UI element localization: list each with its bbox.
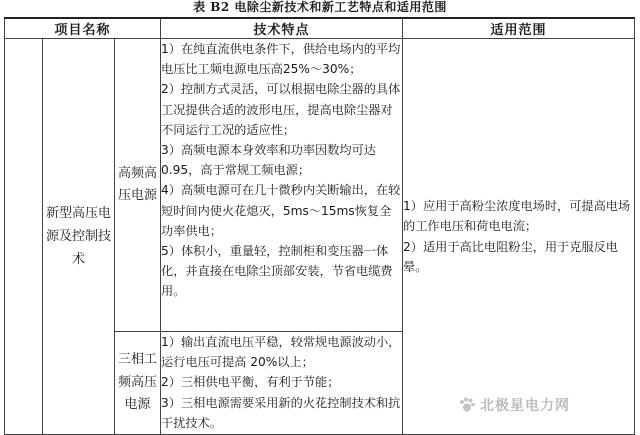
project-name-cell: [43, 39, 115, 435]
features-cell: [161, 332, 403, 435]
table-title: 表 B2 电除尘新技术和新工艺特点和适用范围: [193, 0, 447, 14]
blank-cell: [5, 39, 43, 435]
table-row: [5, 39, 635, 332]
header-row: [5, 18, 635, 39]
header-project: 项目名称: [5, 18, 161, 39]
paw-logo-icon: [458, 396, 476, 414]
sub-name-cell: [115, 39, 161, 332]
feature-item: 3）高频电源本身效率和功率因数均可达0.95，高于常规工频电源；: [161, 143, 376, 178]
scope-item: 1）应用于高粉尘浓度电场时，可提高电场的工作电压和荷电电流；: [403, 199, 631, 234]
project-name: 新型高压电源及控制技术: [45, 206, 111, 267]
feature-item: 3）三相电源需要采用新的火花控制技术和抗干扰技术。: [161, 395, 401, 430]
sub-name: 高频高压电源: [118, 165, 158, 203]
features-cell: [161, 39, 403, 332]
watermark-text: 北极星电力网: [480, 398, 570, 414]
feature-item: 1）输出直流电压平稳，较常规电源波动小，运行电压可提高 20%以上；: [161, 335, 401, 370]
feature-item: 2）控制方式灵活，可以根据电除尘器的具体工况提供合适的波形电压，提高电除尘器对不同运行工况的适应性；: [161, 82, 401, 137]
sub-name: 三相工频高压电源: [118, 352, 158, 413]
scope-cell: [403, 39, 635, 435]
header-features: 技术特点: [161, 18, 403, 39]
watermark: [458, 394, 570, 416]
feature-item: 5）体积小，重量轻，控制柜和变压器一体化，并直接在电除尘顶部安装，节省电缆费用。: [161, 244, 393, 299]
feature-item: 2）三相供电平衡，有利于节能；: [161, 375, 340, 390]
feature-item: 4）高频电源可在几十微秒内关断输出，在较短时间内使火花熄灭，5ms～15ms恢复全功率供电；: [161, 183, 401, 238]
feature-item: 1）在纯直流供电条件下，供给电场内的平均电压比工频电源电压高25%～30%；: [161, 42, 401, 77]
scope-item: 2）适用于高比电阻粉尘，用于克服反电晕。: [403, 239, 618, 274]
sub-name-cell: [115, 332, 161, 435]
header-scope: 适用范围: [403, 18, 635, 39]
tech-table: [4, 17, 635, 435]
